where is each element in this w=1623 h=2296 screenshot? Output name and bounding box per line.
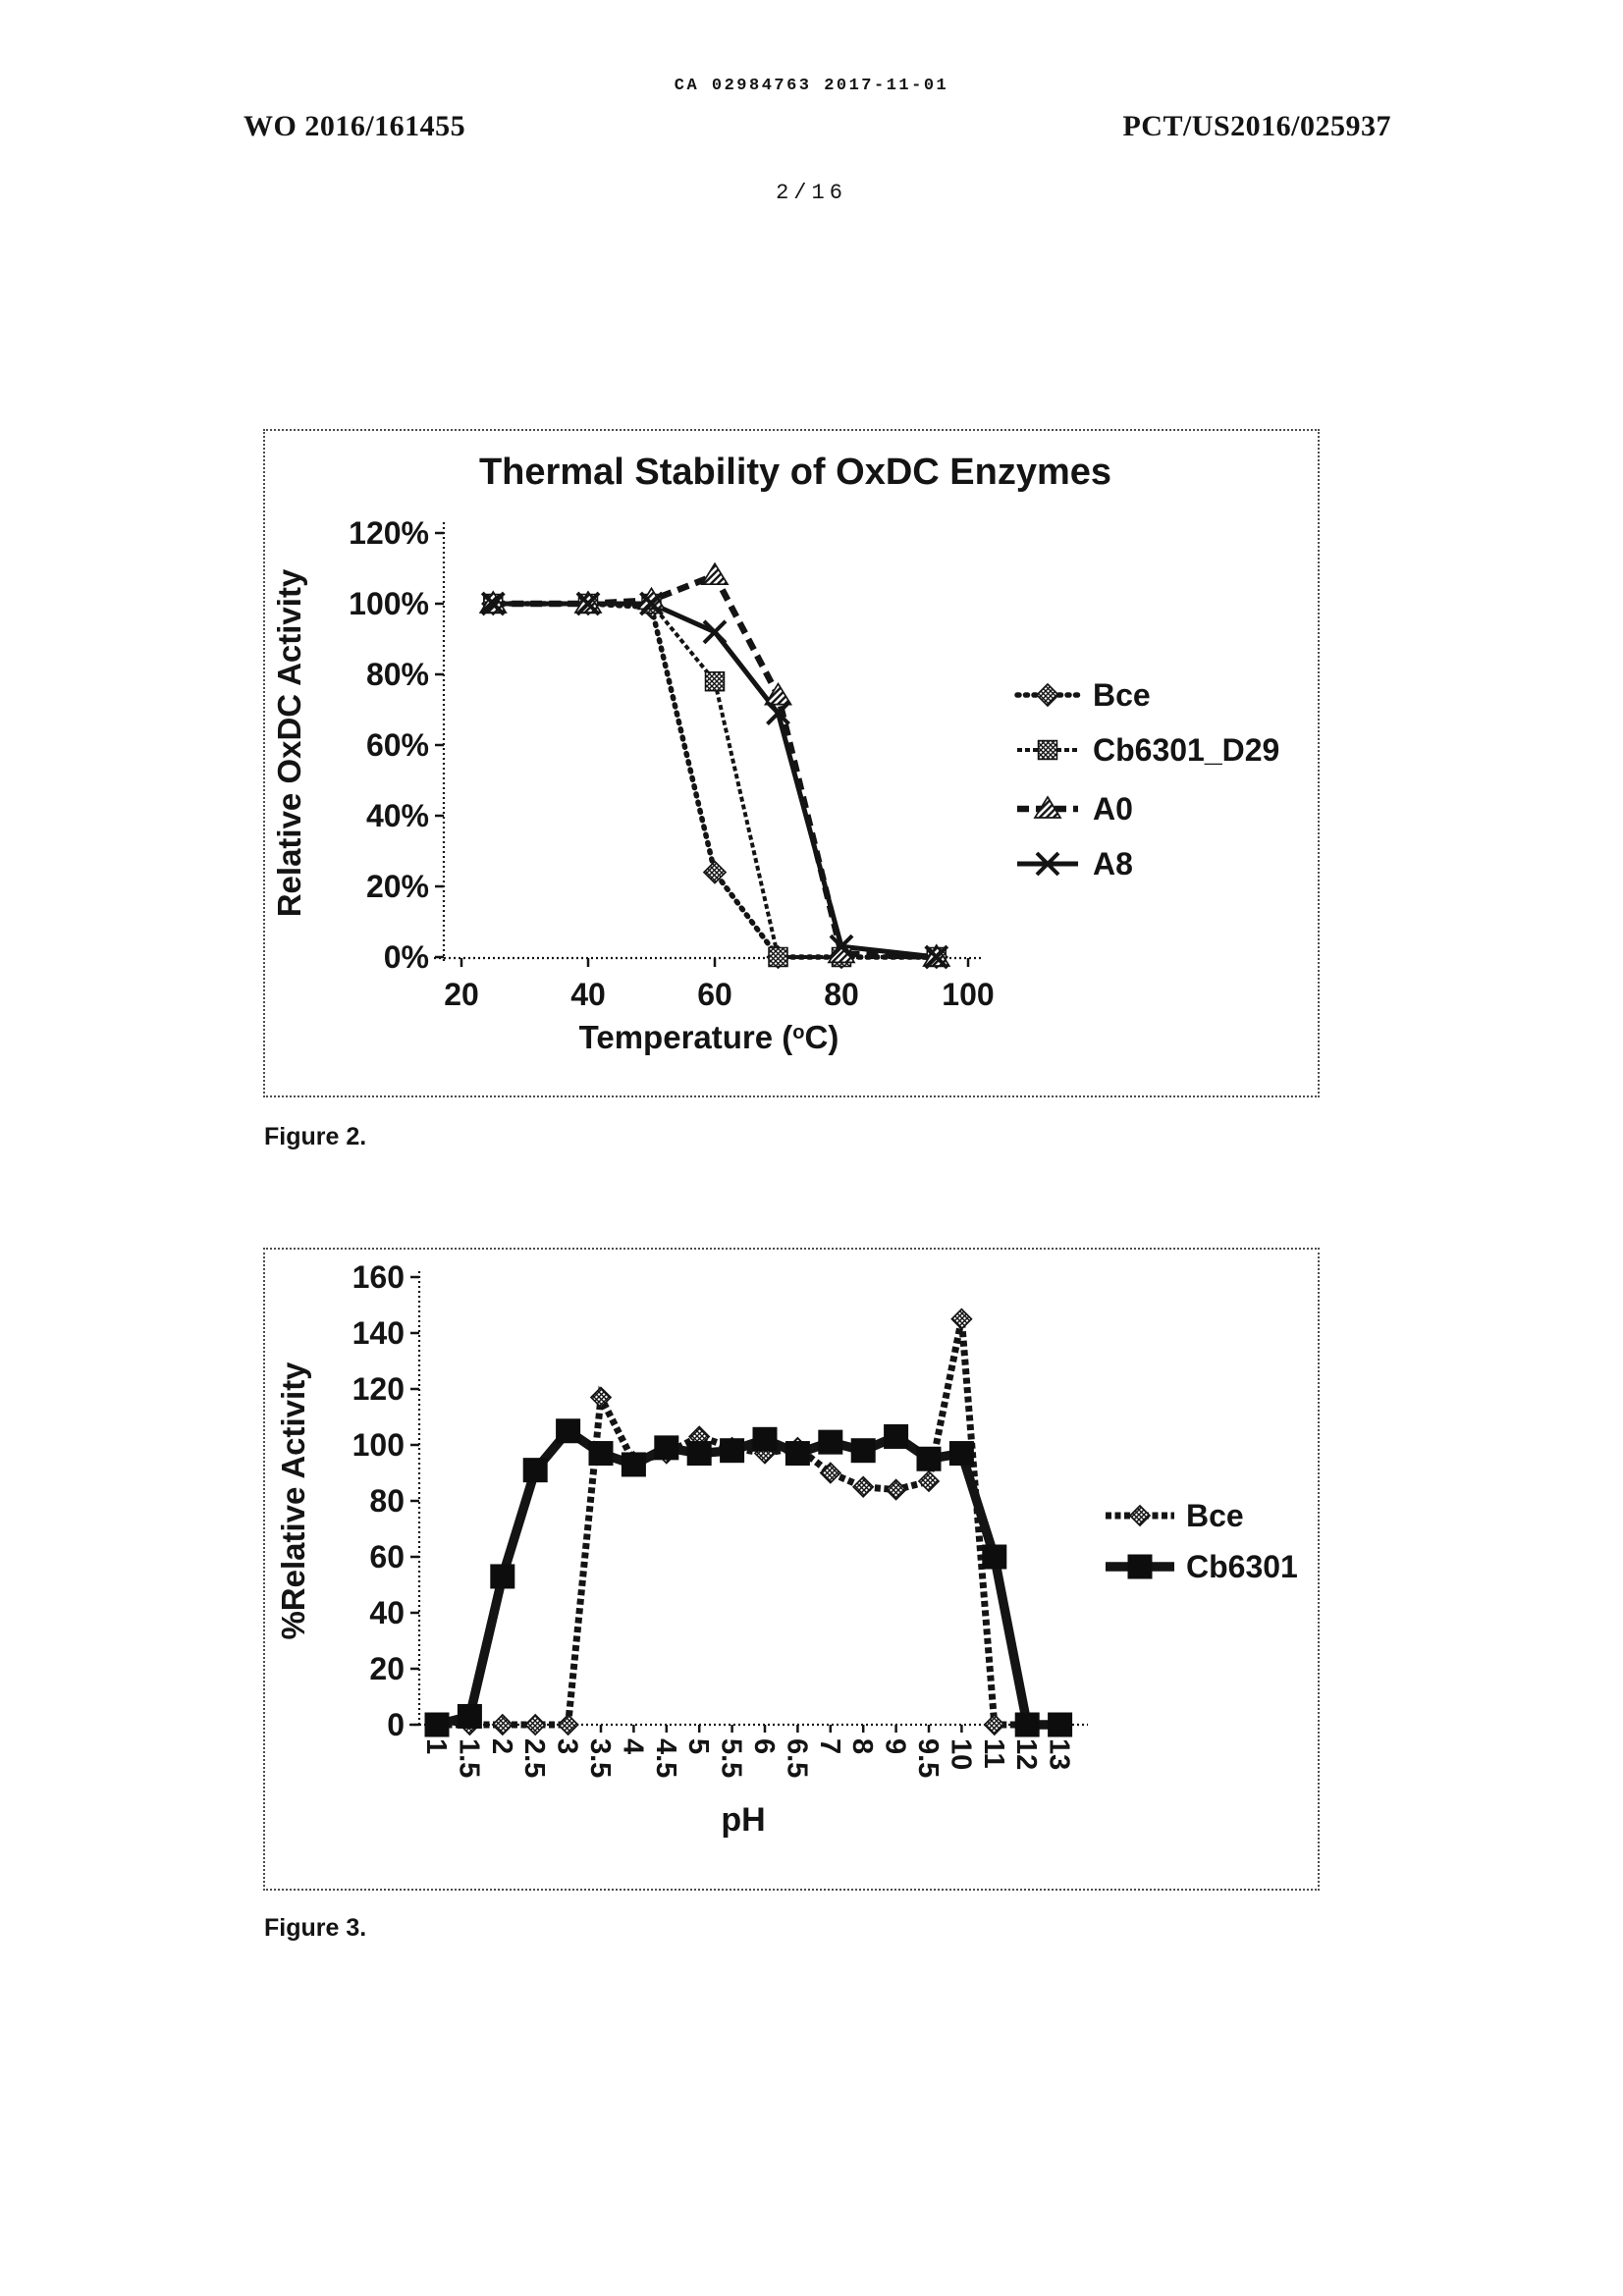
svg-text:7: 7 <box>813 1738 845 1755</box>
scan-header-number: CA 02984763 2017-11-01 <box>674 77 949 95</box>
figure2-caption: Figure 2. <box>264 1123 367 1150</box>
svg-text:120%: 120% <box>349 515 429 551</box>
svg-text:60%: 60% <box>365 727 429 763</box>
svg-text:60: 60 <box>697 977 732 1012</box>
svg-text:80: 80 <box>369 1483 405 1519</box>
svg-text:4: 4 <box>617 1738 649 1755</box>
svg-text:40: 40 <box>570 977 606 1012</box>
svg-text:5: 5 <box>682 1738 715 1755</box>
svg-text:1.5: 1.5 <box>453 1738 485 1779</box>
svg-text:140: 140 <box>352 1315 405 1351</box>
svg-text:40: 40 <box>369 1595 405 1630</box>
figure3-caption: Figure 3. <box>264 1914 367 1942</box>
svg-text:A0: A0 <box>1093 791 1133 827</box>
svg-text:80%: 80% <box>365 657 429 692</box>
svg-text:20: 20 <box>369 1651 405 1686</box>
svg-text:%Relative Activity: %Relative Activity <box>275 1362 311 1640</box>
svg-text:100%: 100% <box>349 586 429 621</box>
svg-text:3: 3 <box>551 1738 583 1755</box>
svg-text:0: 0 <box>387 1707 405 1742</box>
legend-item-A8 <box>1017 846 1133 881</box>
legend-item-Cb6301_D29 <box>1017 732 1279 768</box>
svg-text:9.5: 9.5 <box>912 1738 944 1779</box>
svg-text:40%: 40% <box>365 798 429 833</box>
svg-text:8: 8 <box>846 1738 879 1755</box>
svg-text:6.5: 6.5 <box>781 1738 813 1779</box>
sheet-number: 2/16 <box>776 181 847 205</box>
svg-text:60: 60 <box>369 1539 405 1575</box>
svg-text:20%: 20% <box>365 869 429 904</box>
svg-text:Temperature (oC): Temperature ($^o$C) <box>578 1019 839 1055</box>
svg-text:11: 11 <box>977 1738 1009 1769</box>
figure2-box <box>263 429 1320 1097</box>
svg-text:3.5: 3.5 <box>584 1738 616 1779</box>
svg-text:Bce: Bce <box>1093 677 1151 713</box>
svg-text:2.5: 2.5 <box>518 1738 551 1779</box>
svg-text:Thermal Stability of OxDC Enzy: Thermal Stability of OxDC Enzymes <box>478 452 1112 493</box>
legend-item-Bce <box>1017 677 1151 713</box>
legend-item-Cb6301 <box>1106 1549 1298 1584</box>
publication-number-right: PCT/US2016/025937 <box>1122 110 1391 142</box>
svg-text:Bce: Bce <box>1186 1498 1244 1533</box>
thermal-stability-chart <box>265 431 1318 1095</box>
svg-text:12: 12 <box>1010 1738 1043 1771</box>
svg-text:13: 13 <box>1043 1738 1075 1771</box>
svg-text:100: 100 <box>352 1427 405 1463</box>
legend-item-A0 <box>1017 791 1133 827</box>
svg-text:1: 1 <box>420 1738 452 1755</box>
svg-text:80: 80 <box>824 977 859 1012</box>
svg-text:0%: 0% <box>383 939 429 975</box>
svg-text:6: 6 <box>748 1738 780 1755</box>
legend-item-Bce <box>1106 1498 1244 1533</box>
svg-text:pH: pH <box>721 1801 766 1839</box>
svg-text:9: 9 <box>879 1738 911 1755</box>
svg-text:120: 120 <box>352 1371 405 1407</box>
svg-text:A8: A8 <box>1093 846 1133 881</box>
svg-text:100: 100 <box>942 977 995 1012</box>
svg-text:Relative OxDC Activity: Relative OxDC Activity <box>271 568 307 918</box>
svg-text:2: 2 <box>485 1738 517 1755</box>
ph-activity-chart <box>265 1250 1318 1889</box>
svg-text:10: 10 <box>945 1738 977 1771</box>
svg-text:20: 20 <box>444 977 479 1012</box>
figure3-box <box>263 1248 1320 1891</box>
svg-text:4.5: 4.5 <box>649 1738 681 1779</box>
svg-text:Cb6301: Cb6301 <box>1186 1549 1298 1584</box>
svg-text:5.5: 5.5 <box>715 1738 747 1779</box>
publication-number-left: WO 2016/161455 <box>243 110 466 142</box>
svg-text:160: 160 <box>352 1259 405 1295</box>
svg-text:Cb6301_D29: Cb6301_D29 <box>1093 732 1280 768</box>
